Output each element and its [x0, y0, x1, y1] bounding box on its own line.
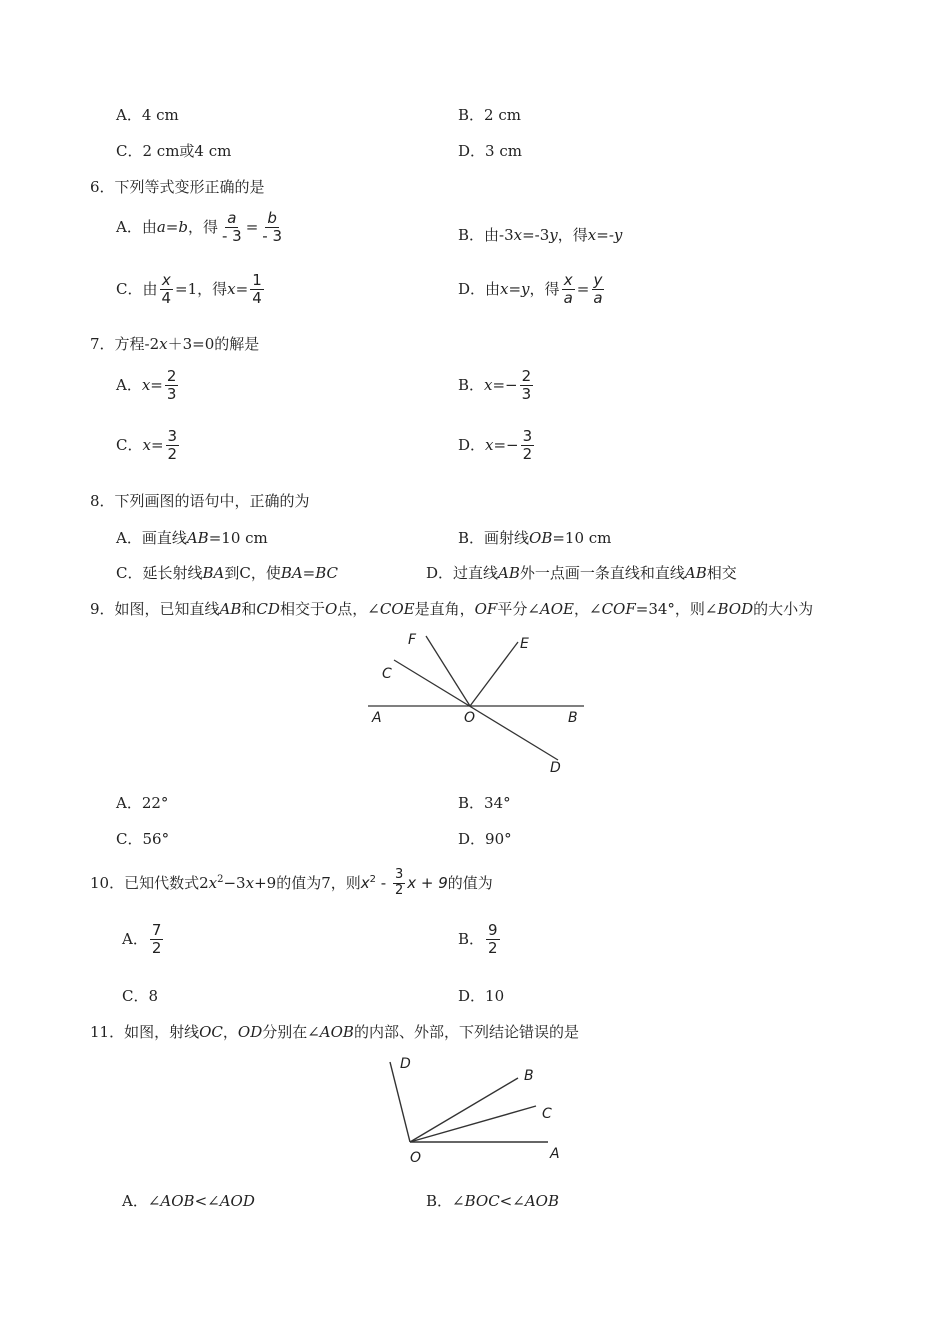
label-b: B — [568, 710, 578, 726]
q8-option-b: B．画射线OB=10 cm — [458, 529, 612, 547]
q10-option-d: D．10 — [458, 987, 505, 1005]
q9-option-a: A．22° — [116, 794, 169, 812]
q6-a-prefix: A．由 — [116, 217, 157, 236]
q9-option-d: D．90° — [458, 830, 512, 848]
q7-option-c: C．x= $\frac{3}{2}$ — [116, 427, 178, 464]
q6-a-mid: ，得 — [187, 217, 218, 236]
q9-stem: 9．如图，已知直线AB和CD相交于O点，∠COE是直角，OF平分∠AOE，∠COF=34°，则∠BOD的大小为 — [90, 600, 814, 618]
label-c: C — [382, 666, 392, 682]
q10-option-b: B． $\frac{9}{2}$ — [458, 921, 498, 958]
label-f: F — [408, 632, 417, 648]
q10-stem: 10．已知代数式$2x^2-3x+9$的值为7，则$x^2$ - $\frac{3}{2}$ x + 9的值为 — [90, 867, 493, 898]
label-a: A — [550, 1146, 560, 1162]
q11-stem: 11．如图，射线OC，OD分别在∠AOB的内部、外部，下列结论错误的是 — [90, 1023, 579, 1041]
q6-c-fraction: $\frac{x}{4}$ — [161, 271, 172, 308]
q8-option-c: C．延长射线BA到C，使BA=BC — [116, 564, 339, 582]
q6-a-equals: = — [245, 217, 259, 236]
label-d: D — [550, 760, 561, 776]
q6-a-fraction-1: $\frac{a}{- 3}$ — [221, 209, 242, 246]
q6-option-b: B．由-3x=-3y，得x=-y — [458, 226, 623, 244]
q5-option-a: A．4 cm — [116, 106, 179, 124]
q5-option-d: D．3 cm — [458, 142, 522, 160]
q6-c-result-fraction: $\frac{1}{4}$ — [252, 271, 262, 308]
ray-of — [426, 636, 470, 706]
q6-d-fraction-2: $\frac{y}{a}$ — [593, 271, 603, 308]
q11-option-a: A．∠AOB<∠AOD — [122, 1192, 255, 1210]
q8-option-d: D．过直线AB外一点画一条直线和直线AB相交 — [426, 564, 737, 582]
q6-stem: 6．下列等式变形正确的是 — [90, 178, 265, 196]
line-cd — [394, 660, 558, 760]
q5-option-c: C．2 cm或4 cm — [116, 142, 232, 160]
q11-figure — [380, 1050, 580, 1170]
q10-option-a: A． $\frac{7}{2}$ — [122, 921, 162, 958]
q11-option-b: B．∠BOC<∠AOB — [426, 1192, 559, 1210]
q6-a-condition: a=b — [156, 217, 188, 236]
ray-oe — [470, 642, 518, 706]
q6-option-c: C．由 $\frac{x}{4}$ =1，得x= $\frac{1}{4}$ — [116, 271, 262, 308]
q6-option-a — [116, 210, 286, 246]
q9-figure — [360, 626, 600, 776]
q8-option-a: A．画直线AB=10 cm — [116, 529, 268, 547]
q10-expression: $x^2$ - $\frac{3}{2}$ x + 9 — [360, 867, 448, 898]
ray-ob — [410, 1078, 518, 1142]
q7-option-b: B．x=− $\frac{2}{3}$ — [458, 367, 532, 404]
label-d: D — [400, 1056, 411, 1072]
label-o: O — [464, 710, 476, 726]
label-a: A — [372, 710, 382, 726]
q6-a-fraction-2: $\frac{b}{- 3}$ — [262, 209, 283, 246]
q10-option-c: C．8 — [122, 987, 159, 1005]
label-e: E — [520, 636, 529, 652]
q6-d-fraction-1: $\frac{x}{a}$ — [563, 271, 573, 308]
q8-stem: 8．下列画图的语句中，正确的为 — [90, 492, 310, 510]
q7-option-a: A．x= $\frac{2}{3}$ — [116, 367, 177, 404]
q7-stem: 7．方程-2x＋3=0的解是 — [90, 335, 260, 353]
label-o: O — [410, 1150, 422, 1166]
q7-option-d: D．x=− $\frac{3}{2}$ — [458, 427, 533, 464]
label-b: B — [524, 1068, 534, 1084]
q6-option-d: D．由x=y，得 $\frac{x}{a}$ = $\frac{y}{a}$ — [458, 271, 603, 308]
q9-option-c: C．56° — [116, 830, 170, 848]
label-c: C — [542, 1106, 552, 1122]
q5-option-b: B．2 cm — [458, 106, 521, 124]
q9-option-b: B．34° — [458, 794, 511, 812]
ray-od — [390, 1062, 410, 1142]
ray-oc — [410, 1106, 536, 1142]
